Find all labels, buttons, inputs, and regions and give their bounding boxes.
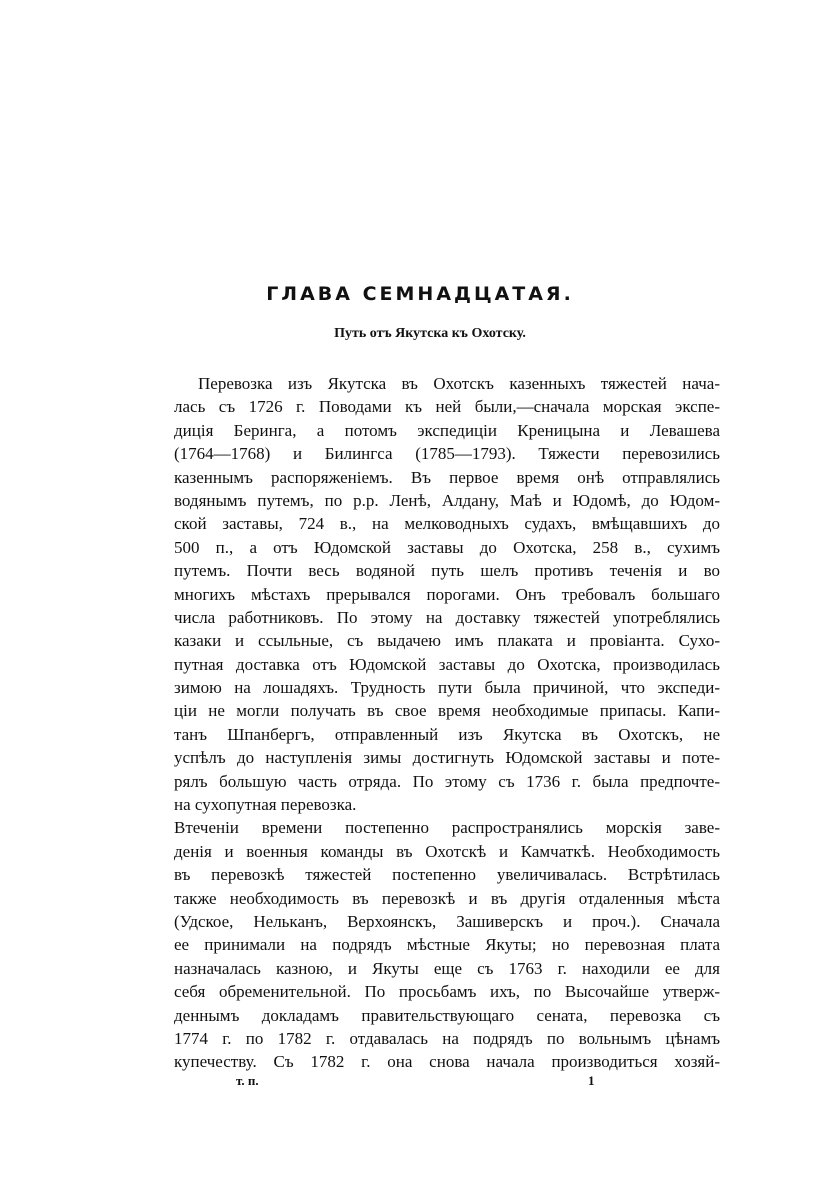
text-line: (Удское, Нельканъ, Верхоянскъ, Зашиверскъ и проч.). Сначала [174, 911, 720, 931]
text-line: себя обременительной. По просьбамъ ихъ, по Высочайше утверж- [174, 982, 720, 1002]
text-line: Перевозка изъ Якутска въ Охотскъ казенныхъ тяжестей нача- [198, 374, 720, 393]
body-text [174, 372, 720, 1074]
text-line: купечеству. Съ 1782 г. она снова начала производиться хозяй- [174, 1052, 720, 1072]
text-line: 1774 г. по 1782 г. отдавалась на подрядъ по вольнымъ цѣнамъ [174, 1028, 720, 1048]
text-line: рялъ большую часть отряда. По этому съ 1736 г. была предпочте- [174, 771, 720, 791]
text-line: деннымъ докладамъ правительствующаго сената, перевозка съ [174, 1005, 720, 1025]
text-line: назначалась казною, и Якуты еще съ 1763 г. находили ее для [174, 958, 720, 978]
text-line: 500 п., а отъ Юдомской заставы до Охотска, 258 в., сухимъ [174, 537, 720, 557]
printer-signature: т. п. [236, 1073, 259, 1088]
text-line: лась съ 1726 г. Поводами къ ней были,—сначала морская экспе- [174, 397, 720, 417]
page-number: 1 [588, 1073, 595, 1088]
text-line: въ перевозкѣ тяжестей постепенно увеличивалась. Встрѣтилась [174, 865, 720, 885]
text-line: путемъ. Почти весь водяной путь шелъ противъ теченія и во [174, 561, 720, 581]
text-line: танъ Шпанбергъ, отправленный изъ Якутска въ Охотскъ, не [174, 724, 720, 744]
text-line: также необходимость въ перевозкѣ и въ другія отдаленныя мѣста [174, 888, 720, 908]
chapter-title: ГЛАВА СЕМНАДЦАТАЯ. [266, 283, 574, 305]
text-line: успѣлъ до наступленія зимы достигнуть Юдомской заставы и поте- [174, 748, 720, 768]
text-line: числа работниковъ. По этому на доставку тяжестей употреблялись [174, 607, 720, 627]
chapter-subtitle: Путь отъ Якутска къ Охотску. [334, 326, 526, 341]
text-line: денія и военныя команды въ Охотскѣ и Камчаткѣ. Необходимость [174, 841, 720, 861]
page-footer [0, 1073, 840, 1093]
text-line: на сухопутная перевозка. [174, 795, 357, 815]
text-line: казаки и ссыльные, съ выдачею имъ плаката и провіанта. Сухо- [174, 631, 720, 651]
text-line: казеннымъ распоряженіемъ. Въ первое время онѣ отправлялись [174, 467, 720, 487]
text-line: ціи не могли получать въ свое время необходимые припасы. Капи- [174, 701, 720, 721]
text-line: диція Беринга, а потомъ экспедиціи Креницына и Левашева [174, 420, 720, 440]
text-line: многихъ мѣстахъ прерывался порогами. Онъ требовалъ большаго [174, 584, 720, 604]
text-line: зимою на лошадяхъ. Трудность пути была причиной, что экспеди- [174, 678, 720, 698]
text-line: ее принимали на подрядъ мѣстные Якуты; но перевозная плата [174, 935, 720, 955]
text-line: Втеченіи времени постепенно распространялись морскія заве- [174, 818, 720, 838]
text-line: (1764—1768) и Билингса (1785—1793). Тяжести перевозились [174, 444, 720, 464]
text-line: путная доставка отъ Юдомской заставы до Охотска, производилась [174, 654, 720, 674]
text-line: водянымъ путемъ, по р.р. Ленѣ, Алдану, Маѣ и Юдомѣ, до Юдом- [174, 490, 720, 510]
text-line: ской заставы, 724 в., на мелководныхъ судахъ, вмѣщавшихъ до [174, 514, 720, 534]
